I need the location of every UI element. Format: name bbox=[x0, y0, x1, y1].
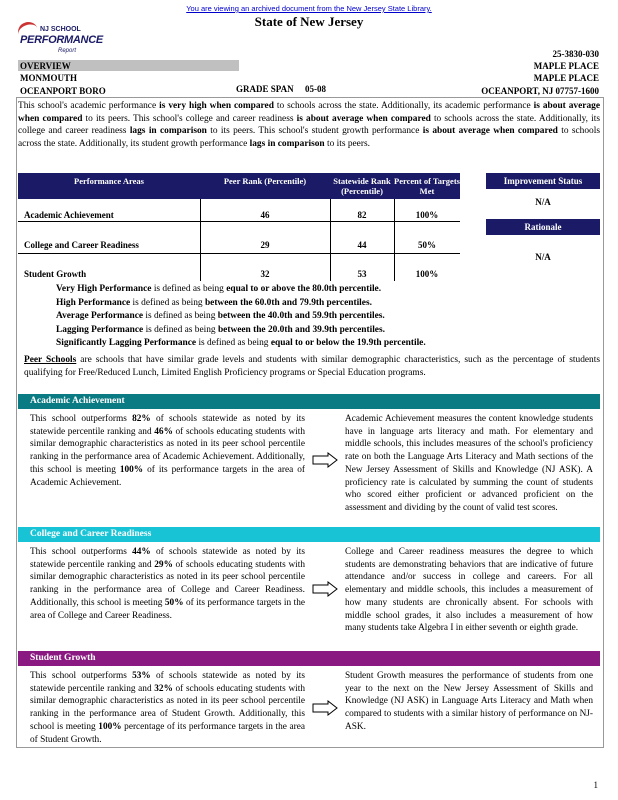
table-divider bbox=[18, 253, 460, 254]
row-peer-academic: 46 bbox=[260, 210, 270, 220]
summary-run: lags in comparison bbox=[129, 126, 207, 137]
right-arrow-icon bbox=[312, 452, 338, 468]
section-header: Academic Achievement bbox=[18, 394, 600, 409]
definition-criterion: equal to or above the 80.0th percentile. bbox=[226, 284, 382, 294]
row-area-academic: Academic Achievement bbox=[24, 210, 114, 220]
right-arrow-icon bbox=[312, 700, 338, 716]
section-summary-text bbox=[30, 670, 305, 746]
header-percent-targets: Percent of Targets Met bbox=[394, 176, 460, 196]
school-city: OCEANPORT, NJ 07757-1600 bbox=[481, 86, 599, 96]
summary-run: to its peers. bbox=[324, 138, 370, 149]
section-summary-run: 44% bbox=[132, 547, 151, 557]
section-summary-run: 100% bbox=[119, 464, 144, 475]
section-summary-run: percentage of its performance targets in the area of Student Growth. bbox=[30, 721, 305, 745]
peer-schools-note bbox=[24, 354, 600, 379]
overview-label: OVERVIEW bbox=[20, 61, 71, 71]
definition-term: Lagging Performance bbox=[56, 324, 144, 335]
section-summary-run: This school outperforms bbox=[30, 547, 133, 557]
section-summary-run: 46% bbox=[154, 426, 173, 437]
summary-run: is about average when compared bbox=[422, 126, 558, 137]
definition-line bbox=[56, 297, 426, 311]
school-code: 25-3830-030 bbox=[552, 49, 599, 59]
section-summary-run: 50% bbox=[164, 597, 184, 608]
row-state-academic: 82 bbox=[357, 210, 367, 220]
summary-run: to its peers. This school's student growth performance bbox=[206, 126, 423, 137]
definition-criterion: equal to or below the 19.9th percentile. bbox=[270, 338, 426, 349]
grade-span-value: 05-08 bbox=[305, 84, 326, 94]
summary-run: to schools across the state. Additionally, its college and career readiness bbox=[18, 113, 600, 137]
rationale-value: N/A bbox=[535, 252, 551, 262]
section-description-text: College and Career readiness measures the degree to which students are demonstrating behaviors that are indicative of future attendance and/or success in college and careers. For all elementary and middle schools, this includes a measurement of how many students are chronically absent. For schools with middle school grades, it also includes a measurement of how many students take Algebra I in either seventh or eighth grade. bbox=[345, 547, 593, 634]
summary-run: lags in comparison bbox=[249, 138, 325, 149]
definition-term: Average Performance bbox=[56, 311, 144, 322]
definition-connector: is defined as being bbox=[130, 297, 205, 308]
row-state-growth: 53 bbox=[357, 269, 367, 279]
header-peer-rank: Peer Rank (Percentile) bbox=[223, 176, 307, 186]
right-arrow-icon bbox=[312, 581, 338, 597]
definition-term: Very High Performance bbox=[56, 284, 152, 294]
section-summary-run: of schools statewide as noted by its statewide percentile ranking and bbox=[30, 671, 305, 694]
definition-criterion: between the 20.0th and 39.9th percentiles. bbox=[217, 324, 385, 335]
row-targets-college: 50% bbox=[418, 240, 436, 250]
definition-line bbox=[56, 283, 426, 297]
definition-line bbox=[56, 324, 426, 338]
table-divider bbox=[18, 221, 460, 222]
summary-run: is very high when compared bbox=[159, 101, 274, 111]
section-summary-run: 32% bbox=[154, 683, 173, 694]
section-summary-run: This school outperforms bbox=[30, 414, 133, 424]
logo-line2: PERFORMANCE bbox=[20, 34, 103, 46]
section-summary-run: 100% bbox=[98, 721, 122, 732]
definition-connector: is defined as being bbox=[143, 311, 218, 322]
section-header: College and Career Readiness bbox=[18, 527, 600, 542]
row-area-college: College and Career Readiness bbox=[24, 240, 139, 250]
row-state-college: 44 bbox=[357, 240, 367, 250]
section-summary-text bbox=[30, 413, 305, 489]
performance-table bbox=[18, 173, 460, 281]
row-peer-college: 29 bbox=[260, 240, 270, 250]
definition-connector: is defined as being bbox=[151, 284, 227, 294]
summary-run: is about average when compared bbox=[296, 113, 431, 124]
definition-connector: is defined as being bbox=[196, 338, 271, 349]
section-summary-run: of its performance targets in the area of Academic Achievement. bbox=[30, 464, 305, 488]
row-area-growth: Student Growth bbox=[24, 269, 87, 279]
county-name: MONMOUTH bbox=[20, 73, 77, 83]
rationale-header: Rationale bbox=[486, 219, 600, 235]
section-header: Student Growth bbox=[18, 651, 600, 666]
section-summary-run: This school outperforms bbox=[30, 671, 133, 681]
summary-run: is about average when compared bbox=[18, 101, 600, 124]
section-summary-run: 82% bbox=[132, 414, 151, 424]
row-peer-growth: 32 bbox=[260, 269, 270, 279]
archive-notice-link[interactable]: You are viewing an archived document from the New Jersey State Library. bbox=[186, 4, 432, 13]
grade-span-label: GRADE SPAN bbox=[236, 84, 294, 94]
summary-run: to schools across the state. Additionally, its student growth performance bbox=[18, 126, 600, 149]
summary-run: to its peers. This school's college and career readiness bbox=[82, 113, 297, 124]
row-targets-growth: 100% bbox=[415, 269, 439, 279]
definition-criterion: between the 60.0th and 79.9th percentiles. bbox=[204, 297, 372, 308]
definition-criterion: between the 40.0th and 59.9th percentiles. bbox=[217, 311, 385, 322]
definition-line bbox=[56, 337, 426, 351]
peer-schools-text: are schools that have similar grade levels and students with similar demographic characteristics, such as the percentage of students qualifying for Free/Reduced Lunch, Limited English Proficiency programs or Special Education programs. bbox=[24, 355, 600, 378]
peer-schools-term: Peer Schools bbox=[24, 355, 77, 365]
nj-school-performance-logo bbox=[18, 22, 103, 60]
summary-run: This school's academic performance bbox=[18, 101, 160, 111]
performance-summary bbox=[18, 100, 600, 150]
section-summary-run: of schools educating students with similar demographic characteristics as noted in its peer school percentile ranking in the performance area of College and Career Readiness. Additionally, this school is meeting bbox=[30, 559, 305, 608]
section-summary-run: 29% bbox=[154, 559, 173, 570]
row-targets-academic: 100% bbox=[415, 210, 439, 220]
section-summary-run: of schools statewide as noted by its statewide percentile ranking and bbox=[30, 414, 305, 437]
page-number: 1 bbox=[593, 780, 598, 790]
definition-term: High Performance bbox=[56, 297, 131, 308]
section-summary-run: 53% bbox=[132, 671, 151, 681]
section-description-text: Academic Achievement measures the content knowledge students have in language arts literacy and math. For elementary and middle schools, this includes measures of the school's proficiency rate on both the Language Arts Literacy and Math sections of the New Jersey Assessment of Skills and Knowledge (NJ ASK). A proficiency rate is calculated by summing the count of students who scored either proficient or advanced proficient on the assessment and dividing by the count of valid test scores. bbox=[345, 414, 593, 513]
section-summary-run: of its performance targets in the area of College and Career Readiness. bbox=[30, 597, 305, 621]
definition-line bbox=[56, 310, 426, 324]
section-summary-run: of schools educating students with similar demographic characteristics as noted in its peer school percentile ranking in the performance area of Academic Achievement. Additionally, this school is meeting bbox=[30, 426, 305, 475]
logo-line1: NJ SCHOOL bbox=[40, 26, 81, 33]
definition-connector: is defined as being bbox=[143, 324, 218, 335]
state-title: State of New Jersey bbox=[254, 14, 364, 29]
section-summary-run: of schools educating students with similar demographic characteristics as noted in its peer school percentile ranking in the performance area of Student Growth. Additionally, this school is meeting bbox=[30, 683, 305, 732]
header-performance-areas: Performance Areas bbox=[74, 176, 144, 186]
district-name: OCEANPORT BORO bbox=[20, 86, 106, 96]
section-summary-text bbox=[30, 546, 305, 622]
improvement-status-header: Improvement Status bbox=[486, 173, 600, 189]
section-summary-run: of schools statewide as noted by its statewide percentile ranking and bbox=[30, 547, 305, 570]
improvement-status-value: N/A bbox=[535, 197, 551, 207]
definition-term: Significantly Lagging Performance bbox=[56, 338, 197, 349]
performance-definitions bbox=[56, 283, 426, 351]
school-address: MAPLE PLACE bbox=[533, 73, 599, 83]
header-statewide-rank: Statewide Rank (Percentile) bbox=[333, 176, 391, 196]
section-description-text: Student Growth measures the performance of students from one year to the next on the New Jersey Assessment of Skills and Knowledge (NJ ASK) in Language Arts Literacy and Math when compared to students with a similar history of performance on NJ-ASK. bbox=[345, 671, 593, 732]
school-name: MAPLE PLACE bbox=[533, 61, 599, 71]
logo-line3: Report bbox=[58, 48, 77, 54]
summary-run: to schools across the state. Additionally, its academic performance bbox=[273, 101, 534, 111]
